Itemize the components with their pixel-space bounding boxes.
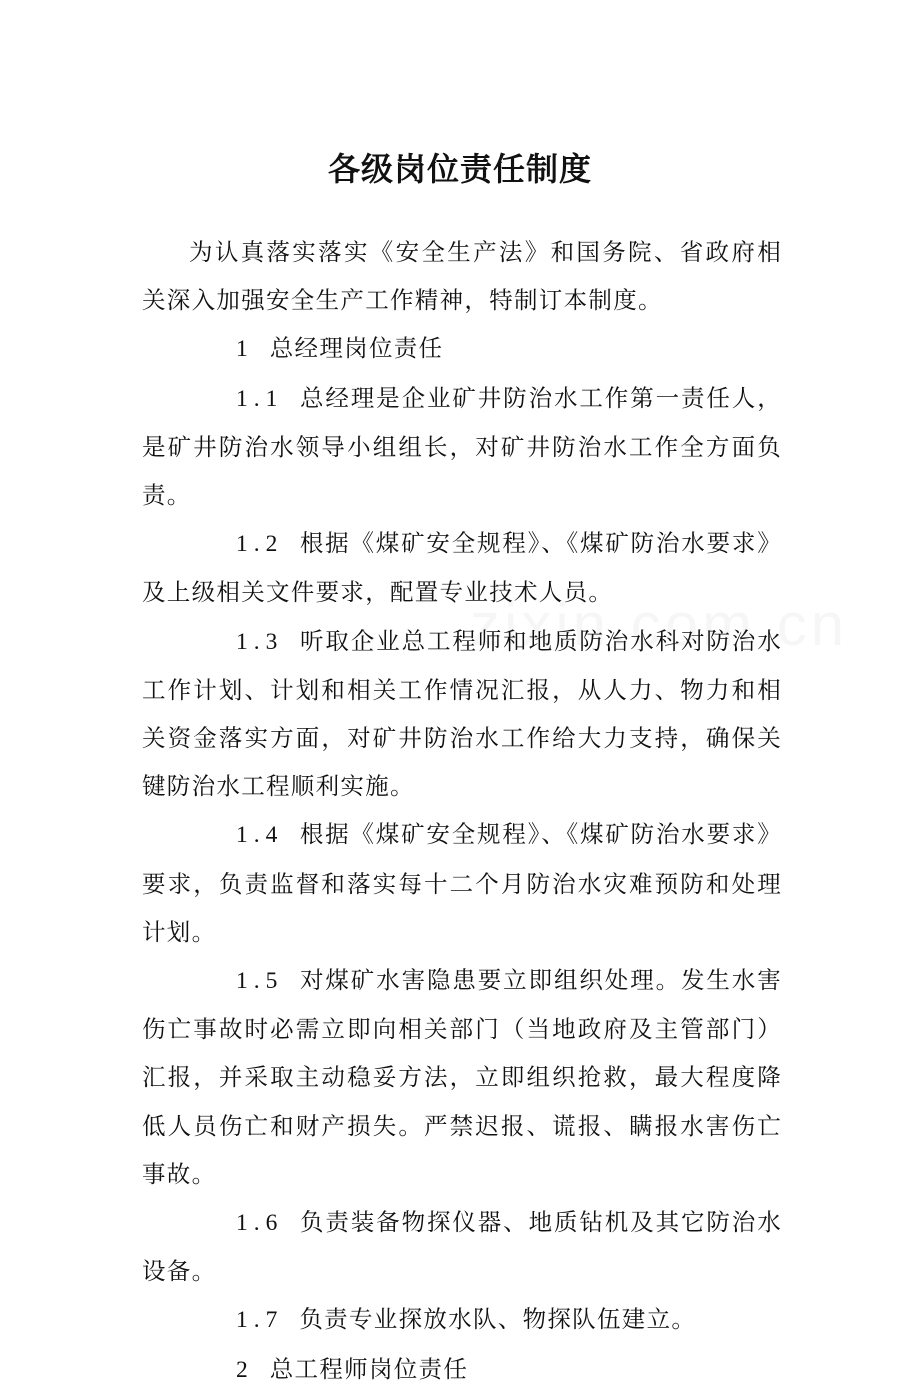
section-number: 1.5 [236,968,284,995]
section-paragraph [142,1345,782,1394]
section-number: 1 [236,336,254,363]
section-paragraph [142,1295,782,1344]
section-paragraph [142,617,782,811]
section-paragraph [142,519,782,616]
section-paragraph [142,374,782,520]
section-paragraph [142,1198,782,1295]
section-number: 1.1 [236,385,284,412]
section-paragraph [142,956,782,1198]
section-text: 对煤矿水害隐患要立即组织处理。发生水害伤亡事故时必需立即向相关部门（当地政府及主管部门）汇报，并采取主动稳妥方法，立即组织抢救，最大程度降低人员伤亡和财产损失。严禁迟报、谎报、瞒报水害伤亡事故。 [142,966,782,1188]
section-number: 1.7 [236,1307,284,1334]
section-text: 根据《煤矿安全规程》、《煤矿防治水要求》及上级相关文件要求，配置专业技术人员。 [142,529,782,607]
section-text: 根据《煤矿安全规程》、《煤矿防治水要求》要求，负责监督和落实每十二个月防治水灾难预防和处理计划。 [142,820,782,946]
document-body [142,228,782,1394]
section-number: 1.6 [236,1210,284,1237]
section-paragraph [142,810,782,956]
section-number: 1.4 [236,822,284,849]
document-title: 各级岗位责任制度 [327,150,592,188]
section-text: 总经理是企业矿井防治水工作第一责任人，是矿井防治水领导小组组长，对矿井防治水工作全方面负责。 [142,383,782,510]
section-text: 听取企业总工程师和地质防治水科对防治水工作计划、计划和相关工作情况汇报，从人力、物力和相关资金落实方面，对矿井防治水工作给大力支持，确保关键防治水工程顺利实施。 [142,626,782,801]
section-text: 总经理岗位责任 [269,334,444,363]
section-text: 总工程师岗位责任 [269,1354,469,1383]
section-text: 负责装备物探仪器、地质钻机及其它防治水设备。 [142,1208,782,1286]
section-paragraph [142,324,782,373]
section-number: 1.3 [236,628,284,655]
section-text: 负责专业探放水队、物探队伍建立。 [299,1305,697,1334]
intro-paragraph: 为认真落实落实《安全生产法》和国务院、省政府相关深入加强安全生产工作精神，特制订本制度。 [142,238,782,315]
section-number: 1.2 [236,531,284,558]
section-number: 2 [236,1356,254,1383]
